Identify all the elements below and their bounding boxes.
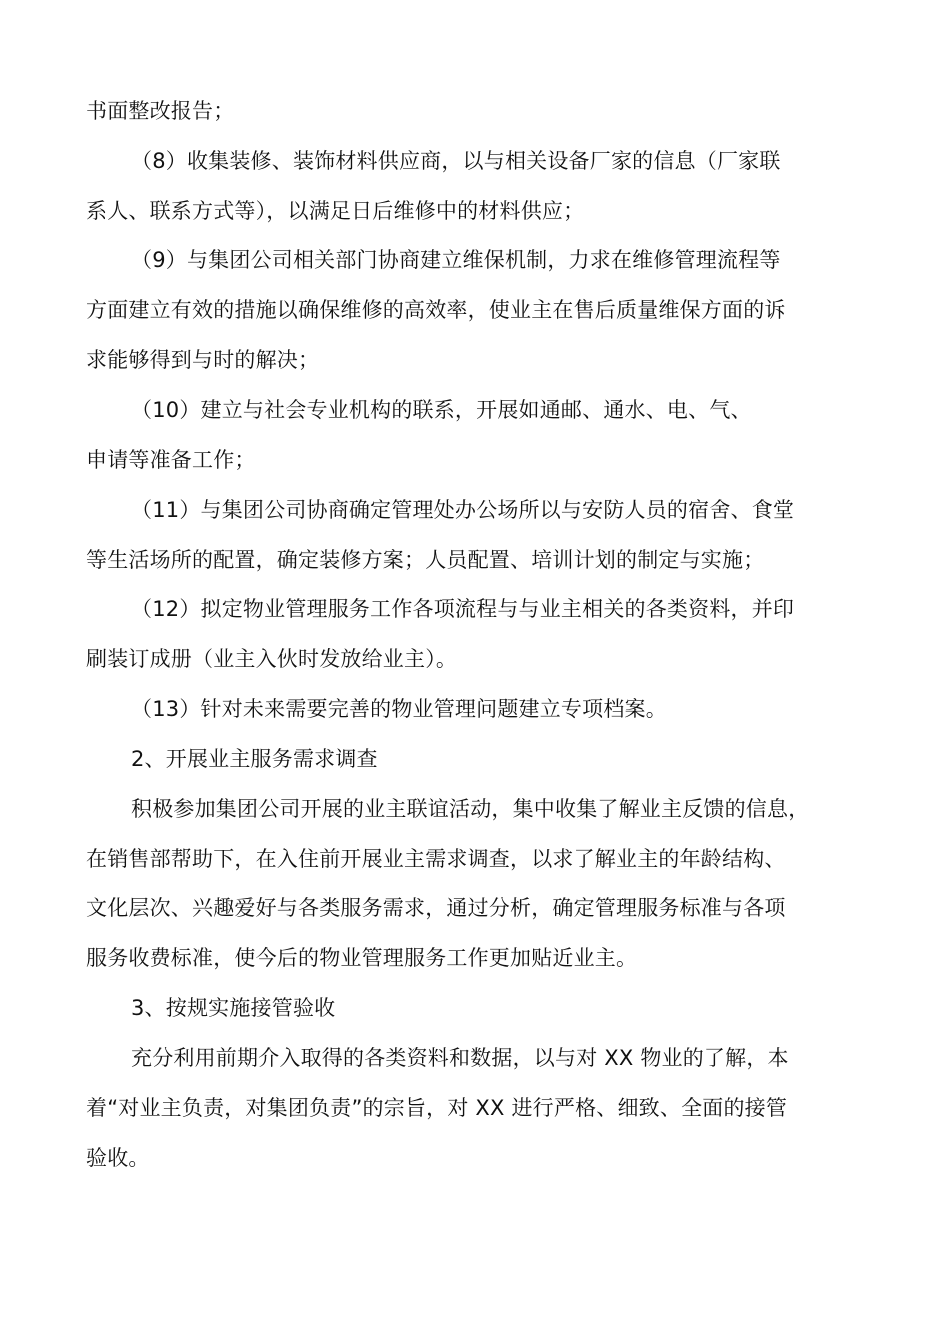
text-line: 服务收费标准，使今后的物业管理服务工作更加贴近业主。 [86,946,638,970]
text-line: （11）与集团公司协商确定管理处办公场所以与安防人员的宿舍、食堂 [131,498,795,522]
text-line: 着“对业主负责，对集团负责”的宗旨，对 XX 进行严格、细致、全面的接管 [86,1096,788,1120]
text-line: （10）建立与社会专业机构的联系，开展如通邮、通水、电、气、 [131,398,752,422]
section-heading: 2、开展业主服务需求调查 [131,747,378,771]
text-line: 方面建立有效的措施以确保维修的高效率，使业主在售后质量维保方面的诉 [86,298,786,322]
text-line: 申请等准备工作； [86,448,256,472]
text-line: 验收。 [86,1146,150,1170]
text-line: （12）拟定物业管理服务工作各项流程与与业主相关的各类资料，并印 [131,597,795,621]
text-line: （9）与集团公司相关部门协商建立维保机制，力求在维修管理流程等 [131,248,781,272]
text-line: （8）收集装修、装饰材料供应商，以与相关设备厂家的信息（厂家联 [131,149,781,173]
text-line: 在销售部帮助下，在入住前开展业主需求调查，以求了解业主的年龄结构、 [86,847,786,871]
text-line: （13）针对未来需要完善的物业管理问题建立专项档案。 [131,697,667,721]
text-line: 文化层次、兴趣爱好与各类服务需求，通过分析，确定管理服务标准与各项 [86,896,786,920]
text-line: 积极参加集团公司开展的业主联谊活动，集中收集了解业主反馈的信息， [131,797,810,821]
text-line: 充分利用前期介入取得的各类资料和数据，以与对 XX 物业的了解，本 [131,1046,789,1070]
text-line: 刷装订成册（业主入伙时发放给业主）。 [86,647,458,671]
text-line: 求能够得到与时的解决； [86,348,320,372]
section-heading: 3、按规实施接管验收 [131,996,336,1020]
text-line: 等生活场所的配置，确定装修方案；人员配置、培训计划的制定与实施； [86,548,765,572]
text-line: 书面整改报告； [86,99,235,123]
text-line: 系人、联系方式等），以满足日后维修中的材料供应； [86,199,585,223]
